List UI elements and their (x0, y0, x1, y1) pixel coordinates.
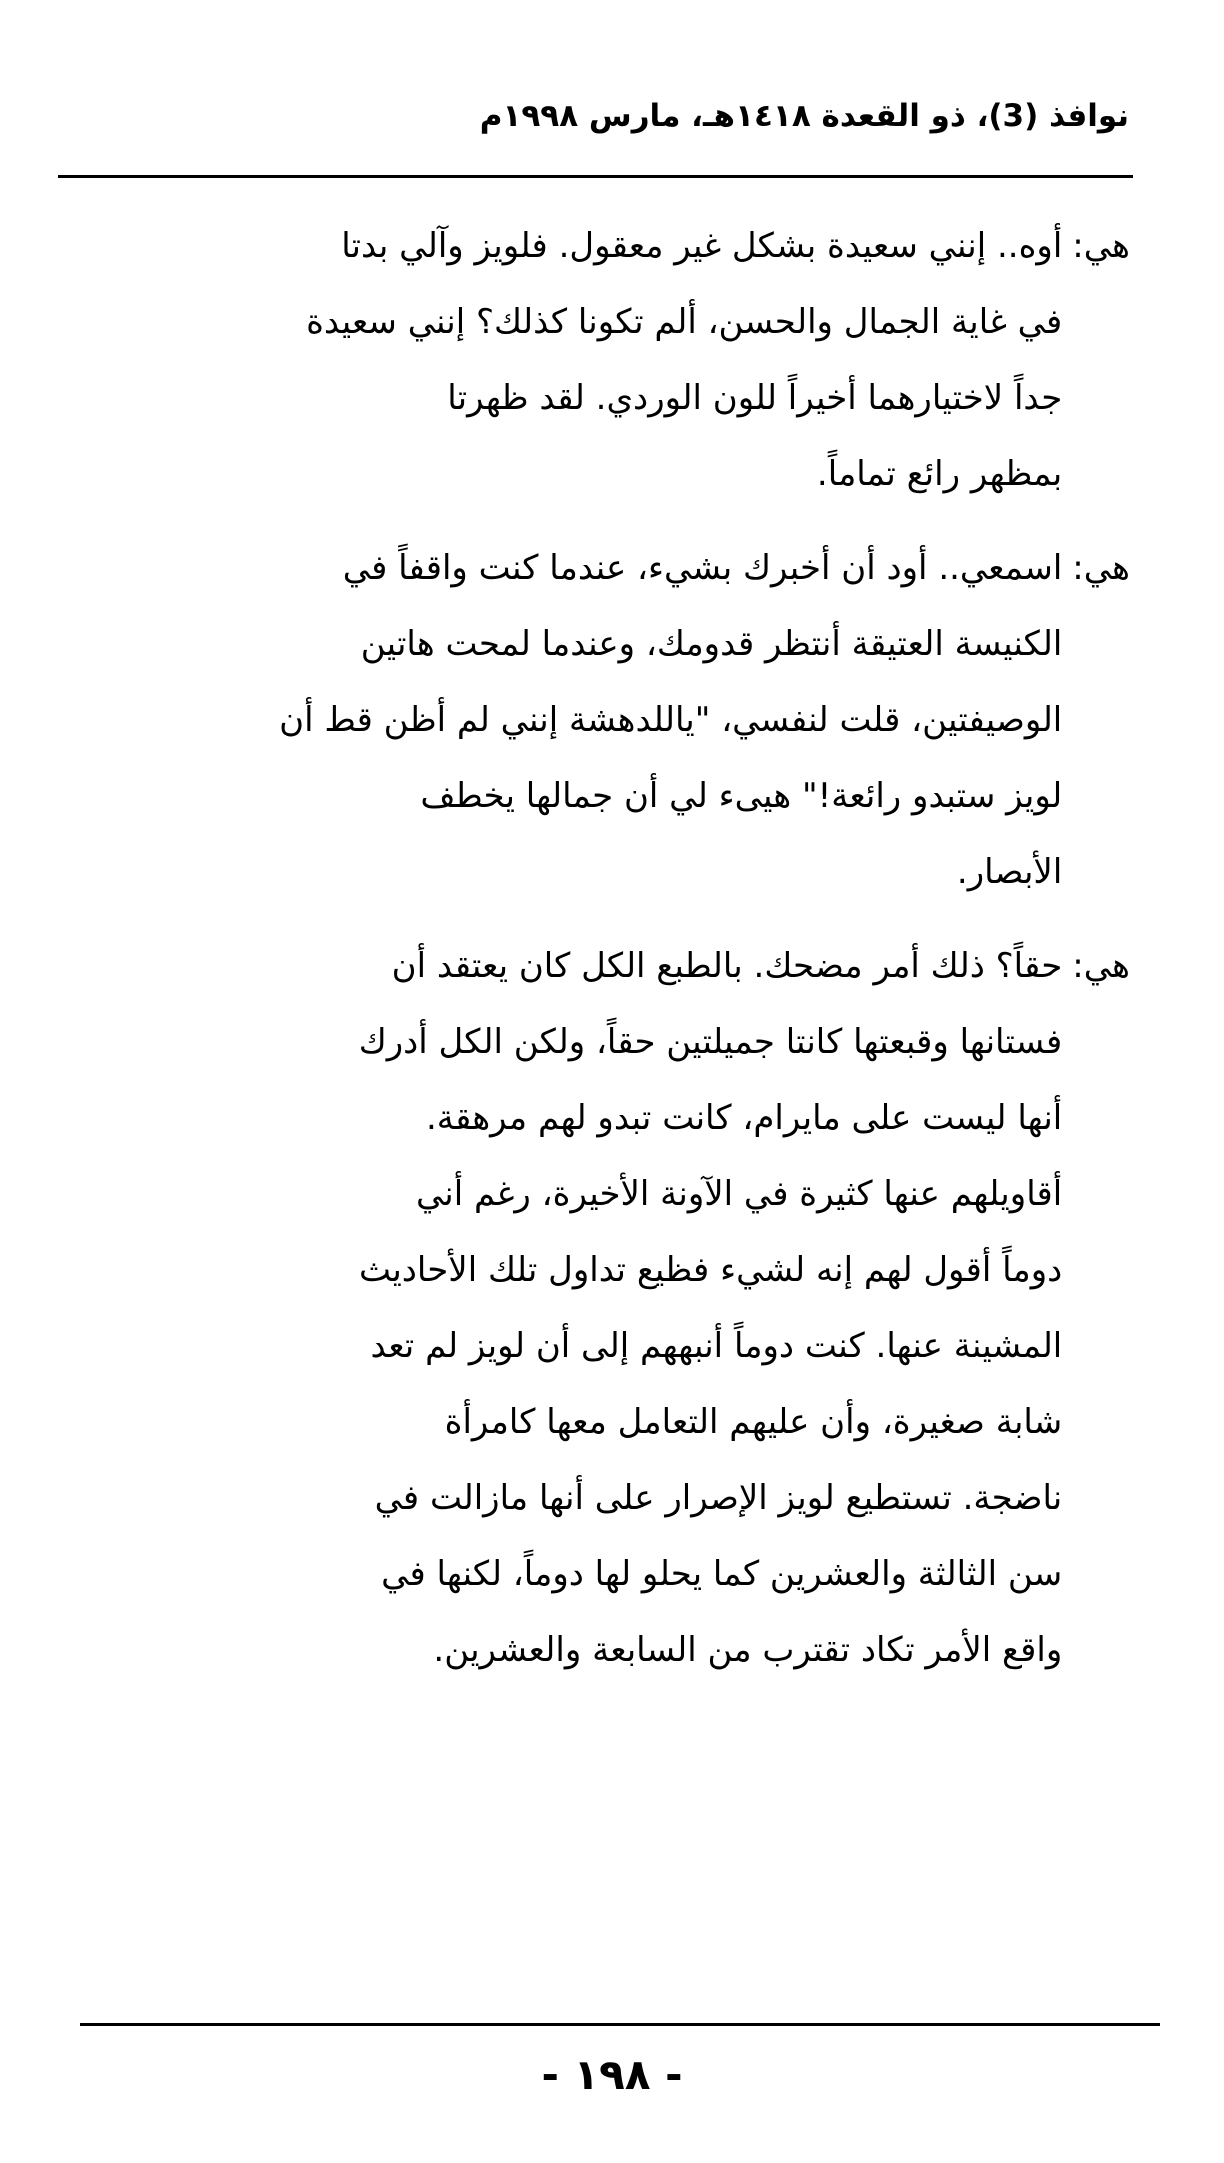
text-line: سن الثالثة والعشرين كما يحلو لها دوماً، لكنها في (381, 1554, 1063, 1594)
speaker-label: هي: (1072, 226, 1130, 266)
text-line: المشينة عنها. كنت دوماً أنبههم إلى أن لويز لم تعد (370, 1326, 1063, 1366)
text-line: الوصيفتين، قلت لنفسي، "ياللدهشة إنني لم أظن قط أن (279, 700, 1063, 740)
paragraph-lines (70, 530, 1062, 910)
text-line: دوماً أقول لهم إنه لشيء فظيع تداول تلك الأحاديث (358, 1250, 1063, 1290)
dialogue-paragraph (70, 928, 1130, 1688)
dialogue-paragraph (70, 530, 1130, 910)
text-line: واقع الأمر تكاد تقترب من السابعة والعشرين. (433, 1630, 1063, 1670)
text-line: أنها ليست على مايرام، كانت تبدو لهم مرهقة. (426, 1098, 1063, 1138)
dialogue-paragraph (70, 208, 1130, 512)
speaker-label: هي: (1072, 946, 1130, 986)
text-line: اسمعي.. أود أن أخبرك بشيء، عندما كنت واقفاً في (342, 548, 1063, 588)
text-line: الكنيسة العتيقة أنتظر قدومك، وعندما لمحت هاتين (360, 624, 1063, 664)
text-line: فستانها وقبعتها كانتا جميلتين حقاً، ولكن الكل أدرك (358, 1022, 1063, 1062)
text-line: في غاية الجمال والحسن، ألم تكونا كذلك؟ إنني سعيدة (306, 302, 1063, 342)
text-line: حقاً؟ ذلك أمر مضحك. بالطبع الكل كان يعتقد أن (391, 946, 1063, 986)
text-line: أقاويلهم عنها كثيرة في الآونة الأخيرة، رغم أني (415, 1174, 1063, 1214)
dialogue-body (70, 208, 1130, 1706)
text-line: لويز ستبدو رائعة!" هيىء لي أن جمالها يخطف (420, 776, 1063, 816)
text-line: ناضجة. تستطيع لويز الإصرار على أنها مازالت في (374, 1478, 1063, 1518)
text-line: شابة صغيرة، وأن عليهم التعامل معها كامرأة (444, 1402, 1063, 1442)
text-line: الأبصار. (956, 852, 1063, 892)
text-line: جداً لاختيارهما أخيراً للون الوردي. لقد ظهرتا (447, 378, 1063, 418)
text-line: بمظهر رائع تماماً. (816, 454, 1063, 494)
paragraph-lines (70, 208, 1062, 512)
paragraph-lines (70, 928, 1062, 1688)
page-number: - ١٩٨ - (541, 2050, 683, 2099)
speaker-label: هي: (1072, 548, 1130, 588)
header-divider (58, 175, 1133, 178)
text-line: أوه.. إنني سعيدة بشكل غير معقول. فلويز وآلي بدتا (341, 226, 1063, 266)
footer-divider (80, 2023, 1160, 2026)
running-header: نوافذ (3)، ذو القعدة ١٤١٨هـ، مارس ١٩٩٨م (479, 98, 1129, 134)
